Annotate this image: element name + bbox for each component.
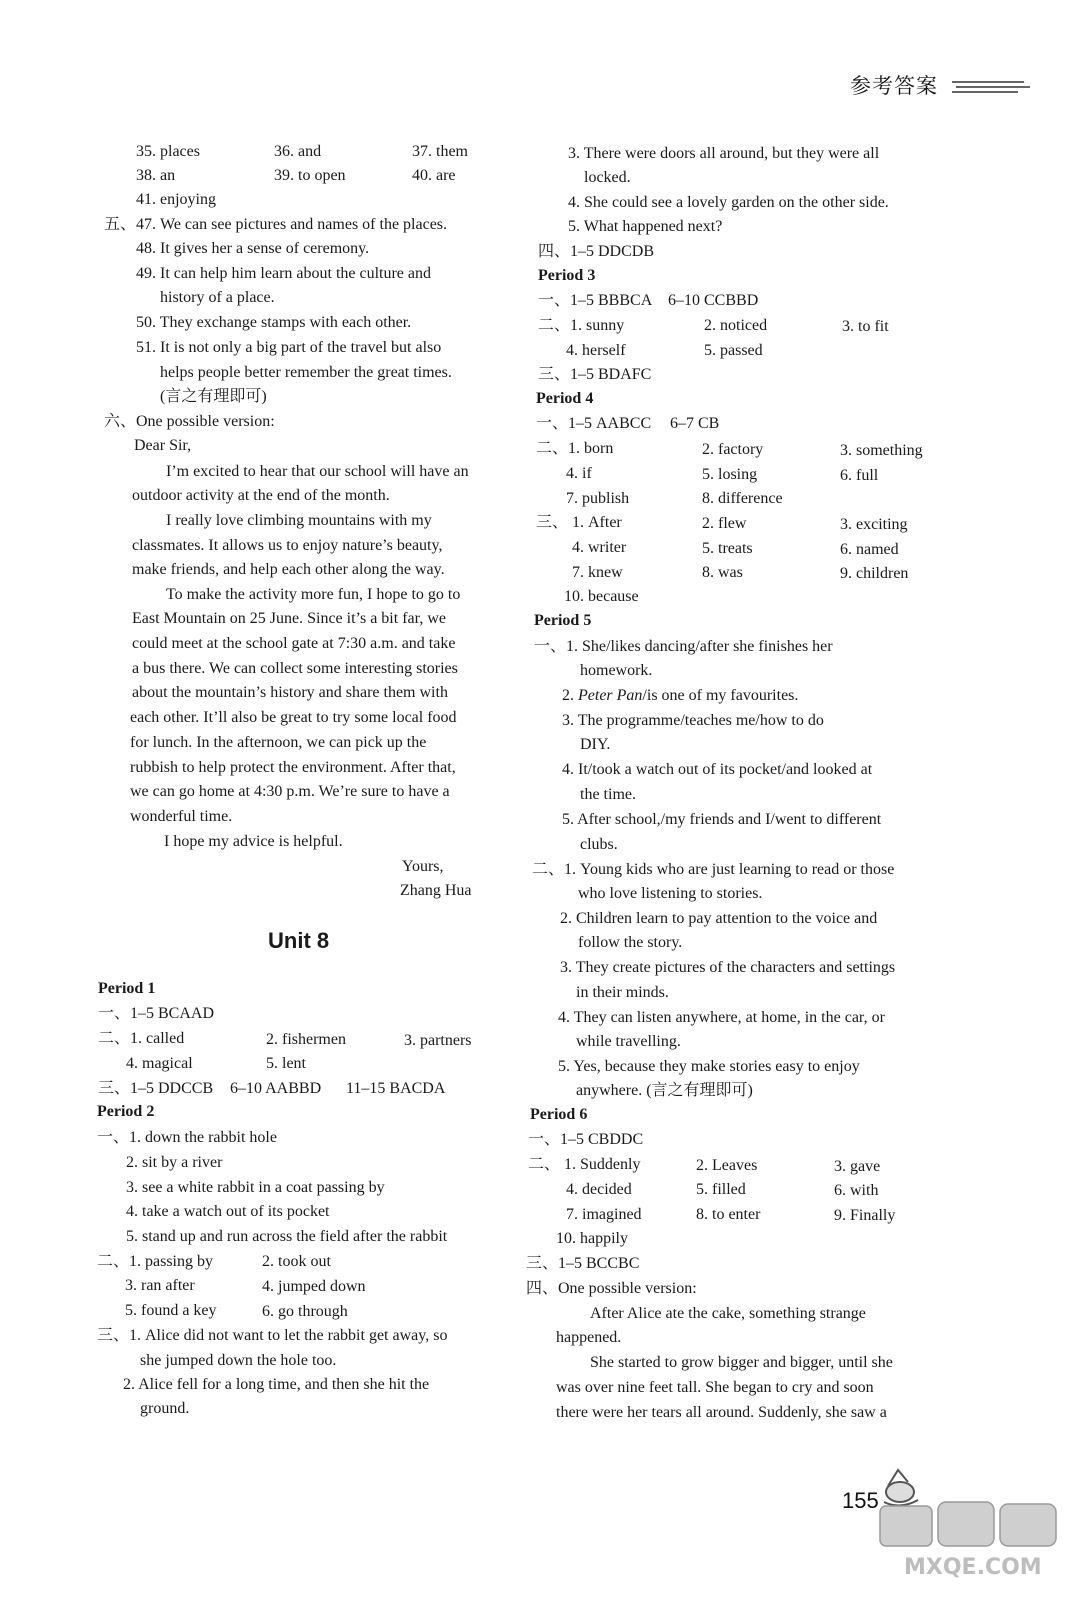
answer-line: 2. Alice fell for a long time, and then she hit the bbox=[123, 1376, 430, 1393]
answer-line: homework. bbox=[580, 662, 653, 679]
answer-line: 9. Finally bbox=[834, 1207, 896, 1224]
section-heading: 四、One possible version: bbox=[526, 1280, 697, 1297]
answer-line: 7. imagined bbox=[566, 1206, 642, 1223]
answer-line: 4. They can listen anywhere, at home, in the car, or bbox=[558, 1009, 885, 1026]
answer-line: DIY. bbox=[580, 736, 611, 753]
answer-line: 3. see a white rabbit in a coat passing by bbox=[126, 1179, 385, 1196]
answer-line: 4. decided bbox=[566, 1181, 632, 1198]
answer-line: 40. are bbox=[412, 167, 456, 184]
answer-line: 3. They create pictures of the characters and settings bbox=[560, 959, 896, 976]
answer-line: 6. named bbox=[840, 541, 899, 558]
answer-line: in their minds. bbox=[576, 984, 669, 1001]
answer-line: 7. publish bbox=[566, 490, 630, 507]
answer-line: 8. was bbox=[702, 564, 743, 581]
answer-line: 一、1–5 BCAAD bbox=[98, 1005, 215, 1022]
answer-line: who love listening to stories. bbox=[578, 885, 763, 902]
answer-line: 5. lent bbox=[266, 1055, 306, 1072]
letter-line: for lunch. In the afternoon, we can pick up the bbox=[130, 734, 427, 751]
letter-line: I hope my advice is helpful. bbox=[164, 833, 343, 850]
answer-line: the time. bbox=[580, 786, 636, 803]
answer-line: 6. with bbox=[834, 1182, 879, 1199]
answer-line: while travelling. bbox=[576, 1033, 681, 1050]
essay-line: there were her tears all around. Suddenly, she saw a bbox=[556, 1404, 887, 1421]
answer-line: 41. enjoying bbox=[136, 191, 216, 208]
answer-line: 一、1. down the rabbit hole bbox=[97, 1129, 277, 1146]
answer-line: 2. noticed bbox=[704, 317, 768, 334]
answer-line: ground. bbox=[140, 1400, 190, 1417]
answer-line: 37. them bbox=[412, 143, 468, 160]
answer-line: 二、1. Young kids who are just learning to read or those bbox=[532, 861, 895, 878]
answer-line: 6. full bbox=[840, 467, 879, 484]
letter-line: East Mountain on 25 June. Since it’s a bit far, we bbox=[132, 610, 446, 627]
answer-number: 2. bbox=[562, 687, 578, 704]
answer-line: 8. difference bbox=[702, 490, 783, 507]
answer-line: 6–10 AABBD bbox=[230, 1080, 322, 1097]
letter-line: outdoor activity at the end of the month. bbox=[132, 487, 390, 504]
answer-line: 10. because bbox=[564, 588, 639, 605]
answer-line: follow the story. bbox=[578, 934, 683, 951]
answer-line: 3. to fit bbox=[842, 318, 889, 335]
answer-line: 2. Leaves bbox=[696, 1157, 758, 1174]
answer-line: 4. herself bbox=[566, 342, 626, 359]
book-title: Peter Pan bbox=[578, 687, 643, 704]
answer-line: she jumped down the hole too. bbox=[140, 1352, 337, 1369]
letter-line: To make the activity more fun, I hope to go to bbox=[166, 586, 461, 603]
answer-line: 一、1–5 CBDDC bbox=[528, 1131, 644, 1148]
answer-line: 三、1–5 BDAFC bbox=[538, 366, 652, 383]
answer-line: 4. jumped down bbox=[262, 1278, 366, 1295]
answer-line: 2. factory bbox=[702, 441, 764, 458]
letter-greeting: Dear Sir, bbox=[134, 437, 192, 454]
answer-line: 38. an bbox=[136, 167, 176, 184]
answer-line: 4. if bbox=[566, 465, 592, 482]
answer-line: 一、1. She/likes dancing/after she finishes her bbox=[534, 638, 833, 655]
essay-line: After Alice ate the cake, something strange bbox=[590, 1305, 866, 1322]
answer-line: 三、1–5 DDCCB bbox=[98, 1080, 214, 1097]
answer-line: 二、1. born bbox=[536, 440, 614, 457]
page-number: 155 bbox=[842, 1488, 879, 1513]
answer-line: 三、1–5 BCCBC bbox=[526, 1255, 640, 1272]
answer-line: 4. take a watch out of its pocket bbox=[126, 1203, 330, 1220]
answer-line: 2. flew bbox=[702, 515, 747, 532]
letter-line: rubbish to help protect the environment. After that, bbox=[130, 759, 456, 776]
letter-closing: Yours, bbox=[402, 858, 444, 875]
answer-line: 35. places bbox=[136, 143, 200, 160]
answer-line: 2. sit by a river bbox=[126, 1154, 223, 1171]
answer-line: 4. magical bbox=[126, 1055, 193, 1072]
answer-line: 6–7 CB bbox=[670, 415, 720, 432]
letter-line: wonderful time. bbox=[130, 808, 233, 825]
answer-line: 5. Yes, because they make stories easy to enjoy bbox=[558, 1058, 860, 1075]
answer-line: 6–10 CCBBD bbox=[668, 292, 759, 309]
answer-line: 7. knew bbox=[572, 564, 623, 581]
answer-line: 9. children bbox=[840, 565, 909, 582]
answer-line: 10. happily bbox=[556, 1230, 628, 1247]
page-header-label: 参考答案 bbox=[850, 74, 938, 98]
letter-line: could meet at the school gate at 7:30 a.m. and take bbox=[132, 635, 456, 652]
answer-line: 4. writer bbox=[572, 539, 627, 556]
answer-line: (言之有理即可) bbox=[160, 388, 267, 405]
answer-line: 50. They exchange stamps with each other. bbox=[136, 314, 412, 331]
answer-line: 36. and bbox=[274, 143, 322, 160]
answer-line: 二、1. sunny bbox=[538, 317, 625, 334]
answer-line: 5. treats bbox=[702, 540, 753, 557]
answer-line: 5. found a key bbox=[125, 1302, 217, 1319]
answer-line: anywhere. (言之有理即可) bbox=[576, 1082, 753, 1099]
essay-line: She started to grow bigger and bigger, until she bbox=[590, 1354, 893, 1371]
answer-line: 6. go through bbox=[262, 1303, 348, 1320]
answer-line: 5. passed bbox=[704, 342, 763, 359]
period-heading: Period 1 bbox=[98, 980, 156, 997]
letter-signature: Zhang Hua bbox=[400, 882, 472, 899]
answer-line: 3. The programme/teaches me/how to do bbox=[562, 712, 824, 729]
period-heading: Period 3 bbox=[538, 267, 596, 284]
watermark-mascot-icon bbox=[884, 1470, 918, 1506]
letter-line: each other. It’ll also be great to try some local food bbox=[130, 709, 457, 726]
answer-line: 2. took out bbox=[262, 1253, 331, 1270]
letter-line: we can go home at 4:30 p.m. We’re sure to have a bbox=[130, 783, 450, 800]
answer-line: 5. filled bbox=[696, 1181, 746, 1198]
answer-line: 8. to enter bbox=[696, 1206, 761, 1223]
answer-line: 二、1. called bbox=[98, 1030, 185, 1047]
answer-line bbox=[562, 684, 798, 708]
letter-line: about the mountain’s history and share them with bbox=[132, 684, 448, 701]
answer-line: 三、 1. After bbox=[536, 514, 622, 531]
watermark-logo bbox=[874, 1462, 1064, 1582]
answer-line: locked. bbox=[584, 169, 631, 186]
letter-line: make friends, and help each other along the way. bbox=[132, 561, 445, 578]
answer-line: clubs. bbox=[580, 836, 618, 853]
answer-line: 11–15 BACDA bbox=[346, 1080, 446, 1097]
answer-line: history of a place. bbox=[160, 289, 275, 306]
answer-line: 3. partners bbox=[404, 1032, 472, 1049]
period-heading: Period 5 bbox=[534, 612, 592, 629]
answer-line: 51. It is not only a big part of the travel but also bbox=[136, 339, 442, 356]
watermark-text: MXQE.COM bbox=[904, 1555, 1042, 1580]
answer-line: 三、1. Alice did not want to let the rabbit get away, so bbox=[97, 1327, 448, 1344]
watermark-glyphs-icon bbox=[880, 1502, 1056, 1546]
answer-line: 一、1–5 AABCC bbox=[536, 415, 652, 432]
answer-line: 4. It/took a watch out of its pocket/and looked at bbox=[562, 761, 873, 778]
answer-line: 二、 1. Suddenly bbox=[528, 1156, 641, 1173]
answer-line: helps people better remember the great times. bbox=[160, 364, 452, 381]
answer-line: 5. stand up and run across the field after the rabbit bbox=[126, 1228, 448, 1245]
unit-title: Unit 8 bbox=[268, 928, 330, 953]
answer-line: 49. It can help him learn about the culture and bbox=[136, 265, 432, 282]
letter-line: classmates. It allows us to enjoy nature’s beauty, bbox=[132, 537, 443, 554]
answer-line: 5. losing bbox=[702, 466, 758, 483]
answer-line: 5. After school,/my friends and I/went to different bbox=[562, 811, 882, 828]
answer-line: 2. fishermen bbox=[266, 1031, 346, 1048]
answer-line: 3. ran after bbox=[125, 1277, 195, 1294]
answer-line: 3. exciting bbox=[840, 516, 908, 533]
answer-line: 5. What happened next? bbox=[568, 218, 723, 235]
essay-line: was over nine feet tall. She began to cry and soon bbox=[556, 1379, 874, 1396]
answer-line: 五、47. We can see pictures and names of the places. bbox=[104, 216, 448, 233]
section-heading: 六、One possible version: bbox=[104, 413, 275, 430]
answer-line: 3. There were doors all around, but they were all bbox=[568, 145, 880, 162]
period-heading: Period 4 bbox=[536, 390, 594, 407]
letter-line: I’m excited to hear that our school will have an bbox=[166, 463, 469, 480]
answer-line: 4. She could see a lovely garden on the other side. bbox=[568, 194, 889, 211]
answer-line: 48. It gives her a sense of ceremony. bbox=[136, 240, 370, 257]
header-decoration-lines bbox=[952, 78, 1032, 98]
answer-line: 39. to open bbox=[274, 167, 346, 184]
answer-line: 3. gave bbox=[834, 1158, 881, 1175]
period-heading: Period 6 bbox=[530, 1106, 588, 1123]
answer-line: 四、1–5 DDCDB bbox=[538, 243, 655, 260]
period-heading: Period 2 bbox=[97, 1103, 155, 1120]
letter-line: a bus there. We can collect some interesting stories bbox=[132, 660, 458, 677]
answer-line: 2. Children learn to pay attention to the voice and bbox=[560, 910, 878, 927]
answer-line: 3. something bbox=[840, 442, 923, 459]
answer-text: /is one of my favourites. bbox=[642, 687, 799, 704]
answer-line: 一、1–5 BBBCA bbox=[538, 292, 653, 309]
essay-line: happened. bbox=[556, 1329, 622, 1346]
letter-line: I really love climbing mountains with my bbox=[166, 512, 432, 529]
answer-line: 二、1. passing by bbox=[97, 1253, 214, 1270]
